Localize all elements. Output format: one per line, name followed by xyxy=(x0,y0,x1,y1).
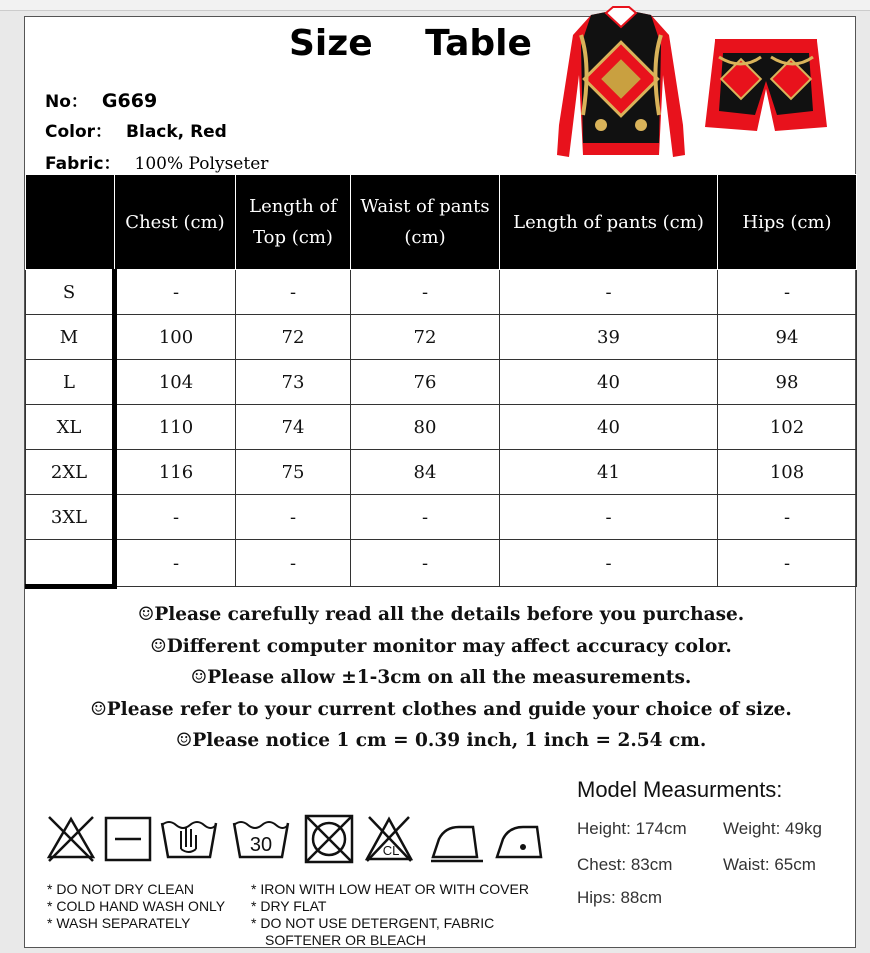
product-fabric xyxy=(45,149,268,174)
pants-length-cell: - xyxy=(500,495,718,540)
care-line: * DO NOT USE DETERGENT, FABRIC xyxy=(251,915,495,931)
waist-cell: - xyxy=(351,540,500,587)
no-tumble-dry-icon xyxy=(103,813,155,865)
size-cell: M xyxy=(26,315,115,360)
size-cell: 2XL xyxy=(26,450,115,495)
waist-cell: 84 xyxy=(351,450,500,495)
iron-medium-icon xyxy=(493,813,549,865)
no-chlorine-bleach-icon xyxy=(363,813,415,865)
note-line: ☺Please allow ±1-3cm on all the measurements. xyxy=(190,667,692,688)
product-color xyxy=(45,117,227,142)
hips-cell: - xyxy=(718,540,857,587)
waist-cell: - xyxy=(351,270,500,315)
care-line: SOFTENER OR BLEACH xyxy=(265,932,427,948)
note-line: ☺Please carefully read all the details before you purchase. xyxy=(137,604,745,625)
pants-length-cell: - xyxy=(500,270,718,315)
care-instructions-left xyxy=(47,881,225,932)
page-title: Size Table xyxy=(289,23,532,64)
pants-length-cell: 39 xyxy=(500,315,718,360)
product-number xyxy=(45,87,157,112)
product-color-label: Color： xyxy=(45,122,113,142)
window-top-bar xyxy=(0,0,870,11)
table-row xyxy=(26,450,857,495)
pants-length-cell: 40 xyxy=(500,360,718,405)
pants-length-cell: 40 xyxy=(500,405,718,450)
model-title: Model Measurments: xyxy=(577,777,783,802)
top-length-cell: 72 xyxy=(236,315,351,360)
iron-low-heat-icon xyxy=(429,813,487,865)
product-number-value: G669 xyxy=(101,90,158,112)
chlorine-label: CL xyxy=(382,843,400,858)
care-line: * COLD HAND WASH ONLY xyxy=(47,898,226,914)
pants-length-cell: - xyxy=(500,540,718,587)
wash-temperature-label: 30 xyxy=(249,834,273,856)
table-row xyxy=(26,540,857,587)
care-line: * WASH SEPARATELY xyxy=(47,915,191,931)
header-length-pants: Length of pants (cm) xyxy=(500,175,718,270)
care-line: * IRON WITH LOW HEAT OR WITH COVER xyxy=(251,881,529,897)
size-chart-page xyxy=(24,16,856,948)
top-length-cell: - xyxy=(236,540,351,587)
hips-cell: - xyxy=(718,495,857,540)
top-length-cell: 75 xyxy=(236,450,351,495)
chest-cell: 104 xyxy=(115,360,236,405)
hips-cell: 94 xyxy=(718,315,857,360)
hips-cell: 102 xyxy=(718,405,857,450)
header-size xyxy=(26,175,115,270)
product-number-label: No： xyxy=(45,92,88,112)
note-line: ☺Please notice 1 cm = 0.39 inch, 1 inch = 2.54 cm. xyxy=(175,730,707,751)
header-chest: Chest (cm) xyxy=(115,175,236,270)
size-table-header-row xyxy=(26,175,857,270)
waist-cell: 80 xyxy=(351,405,500,450)
model-measurements xyxy=(577,777,822,907)
chest-cell: 100 xyxy=(115,315,236,360)
model-weight: Weight: 49kg xyxy=(723,819,822,838)
care-line: * DRY FLAT xyxy=(251,898,327,914)
hips-cell: 108 xyxy=(718,450,857,495)
table-row xyxy=(26,495,857,540)
size-cell: XL xyxy=(26,405,115,450)
size-cell: 3XL xyxy=(26,495,115,540)
product-color-value: Black, Red xyxy=(126,122,227,142)
chest-cell: - xyxy=(115,495,236,540)
header-length-top: Length of Top (cm) xyxy=(236,175,351,270)
size-cell: S xyxy=(26,270,115,315)
model-waist: Waist: 65cm xyxy=(723,855,816,874)
table-row xyxy=(26,270,857,315)
chest-cell: 110 xyxy=(115,405,236,450)
table-row xyxy=(26,315,857,360)
table-row xyxy=(26,360,857,405)
shorts-product-image xyxy=(701,31,831,141)
chest-cell: 116 xyxy=(115,450,236,495)
waist-cell: 72 xyxy=(351,315,500,360)
care-line: * DO NOT DRY CLEAN xyxy=(47,881,195,897)
care-instructions-right xyxy=(251,881,529,949)
top-length-cell: 73 xyxy=(236,360,351,405)
header-waist-pants: Waist of pants (cm) xyxy=(351,175,500,270)
top-length-cell: - xyxy=(236,270,351,315)
model-height: Height: 174cm xyxy=(577,819,687,838)
waist-cell: - xyxy=(351,495,500,540)
wash-30-icon xyxy=(231,813,291,865)
purchase-notes xyxy=(25,599,857,757)
blouse-product-image xyxy=(551,5,691,175)
size-table xyxy=(25,174,857,589)
hips-cell: 98 xyxy=(718,360,857,405)
product-fabric-value: 100% Polyseter xyxy=(134,154,269,174)
hand-wash-icon xyxy=(159,813,219,865)
size-cell: L xyxy=(26,360,115,405)
note-line: ☺Different computer monitor may affect accuracy color. xyxy=(150,635,732,657)
no-dry-clean-icon xyxy=(45,813,97,865)
hips-cell: - xyxy=(718,270,857,315)
top-length-cell: 74 xyxy=(236,405,351,450)
header-hips: Hips (cm) xyxy=(718,175,857,270)
model-hips: Hips: 88cm xyxy=(577,888,663,907)
size-cell xyxy=(26,540,115,587)
waist-cell: 76 xyxy=(351,360,500,405)
note-line: ☺Please refer to your current clothes and guide your choice of size. xyxy=(90,698,792,720)
chest-cell: - xyxy=(115,540,236,587)
table-row xyxy=(26,405,857,450)
top-length-cell: - xyxy=(236,495,351,540)
chest-cell: - xyxy=(115,270,236,315)
model-chest: Chest: 83cm xyxy=(577,855,673,874)
do-not-tumble-dry-icon xyxy=(303,813,355,865)
pants-length-cell: 41 xyxy=(500,450,718,495)
product-fabric-label: Fabric： xyxy=(45,154,121,174)
